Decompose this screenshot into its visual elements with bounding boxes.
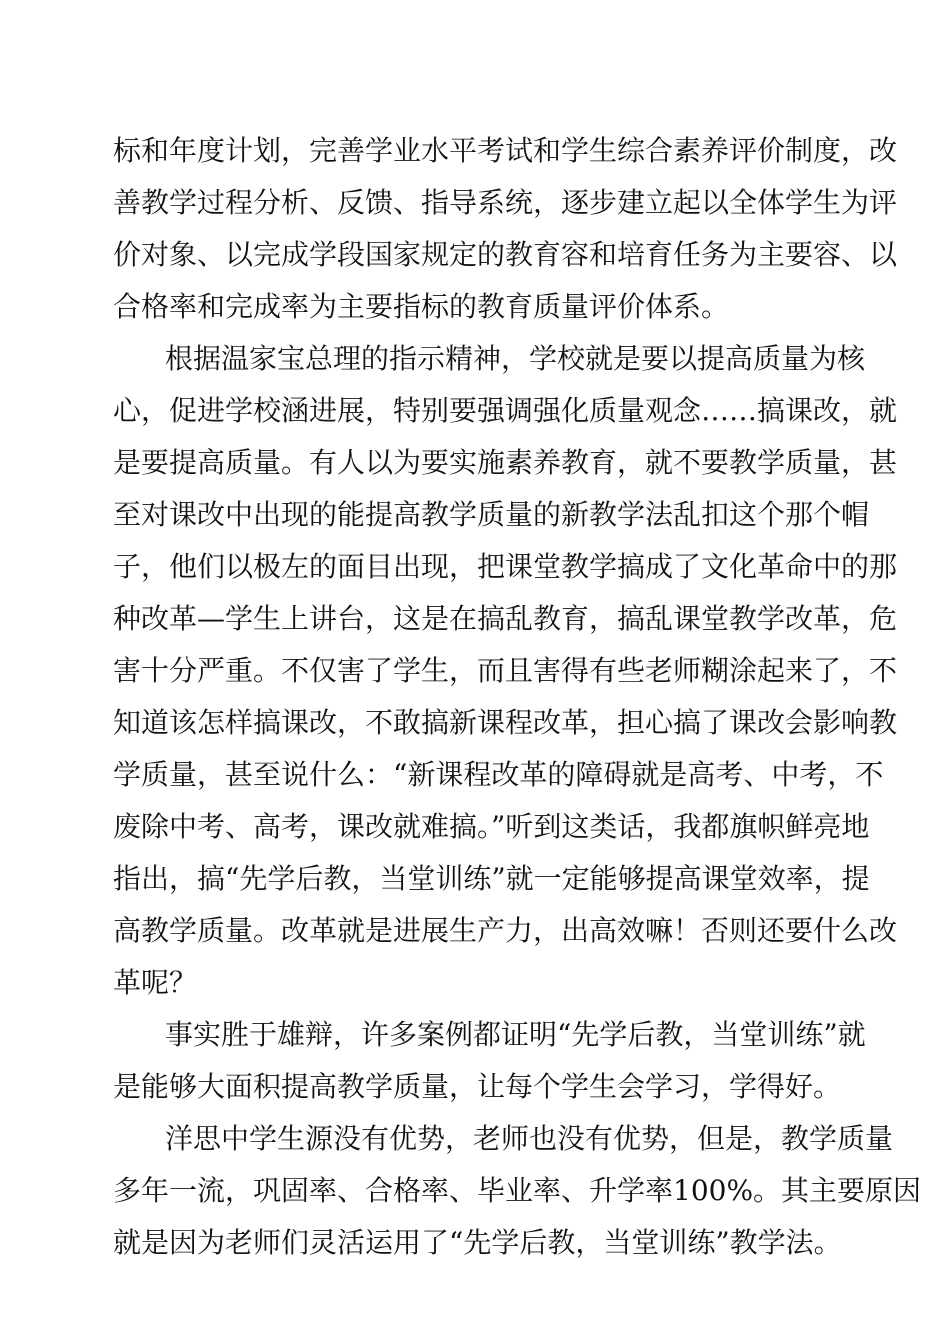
paragraph-first-line: 事实胜于雄辩，许多案例都证明“先学后教，当堂训练”就 <box>165 1018 866 1051</box>
text-line: 是能够大面积提高教学质量，让每个学生会学习，学得好。 <box>113 1070 842 1103</box>
text-line: 善教学过程分析、反馈、指导系统，逐步建立起以全体学生为评 <box>113 186 898 219</box>
text-line: 种改革—学生上讲台，这是在搞乱教育，搞乱课堂教学改革，危 <box>113 602 898 635</box>
text-line: 学质量，甚至说什么：“新课程改革的障碍就是高考、中考，不 <box>113 758 884 791</box>
text-line: 子，他们以极左的面目出现，把课堂教学搞成了文化革命中的那 <box>113 550 898 583</box>
paragraph-first-line: 根据温家宝总理的指示精神，学校就是要以提高质量为核 <box>165 342 866 375</box>
text-line: 价对象、以完成学段国家规定的教育容和培育任务为主要容、以 <box>113 238 898 271</box>
text-line: 至对课改中出现的能提高教学质量的新教学法乱扣这个那个帽 <box>113 498 870 531</box>
text-line: 废除中考、高考，课改就难搞。”听到这类话，我都旗帜鲜亮地 <box>113 810 870 843</box>
text-line: 就是因为老师们灵活运用了“先学后教，当堂训练”教学法。 <box>113 1226 842 1259</box>
text-line: 心，促进学校涵进展，特别要强调强化质量观念……搞课改，就 <box>113 394 898 427</box>
text-line: 害十分严重。不仅害了学生，而且害得有些老师糊涂起来了，不 <box>113 654 898 687</box>
paragraph-first-line: 洋思中学生源没有优势，老师也没有优势，但是，教学质量 <box>165 1122 894 1155</box>
text-line: 合格率和完成率为主要指标的教育质量评价体系。 <box>113 290 730 323</box>
text-line: 是要提高质量。有人以为要实施素养教育，就不要教学质量，甚 <box>113 446 898 479</box>
text-line: 高教学质量。改革就是进展生产力，出高效嘛！否则还要什么改 <box>113 914 898 947</box>
text-line: 标和年度计划，完善学业水平考试和学生综合素养评价制度，改 <box>113 134 898 167</box>
text-line: 知道该怎样搞课改，不敢搞新课程改革，担心搞了课改会影响教 <box>113 706 898 739</box>
text-line: 指出，搞“先学后教，当堂训练”就一定能够提高课堂效率，提 <box>113 862 870 895</box>
text-line: 多年一流，巩固率、合格率、毕业率、升学率100%。其主要原因 <box>113 1174 922 1207</box>
text-line: 革呢？ <box>113 966 198 999</box>
